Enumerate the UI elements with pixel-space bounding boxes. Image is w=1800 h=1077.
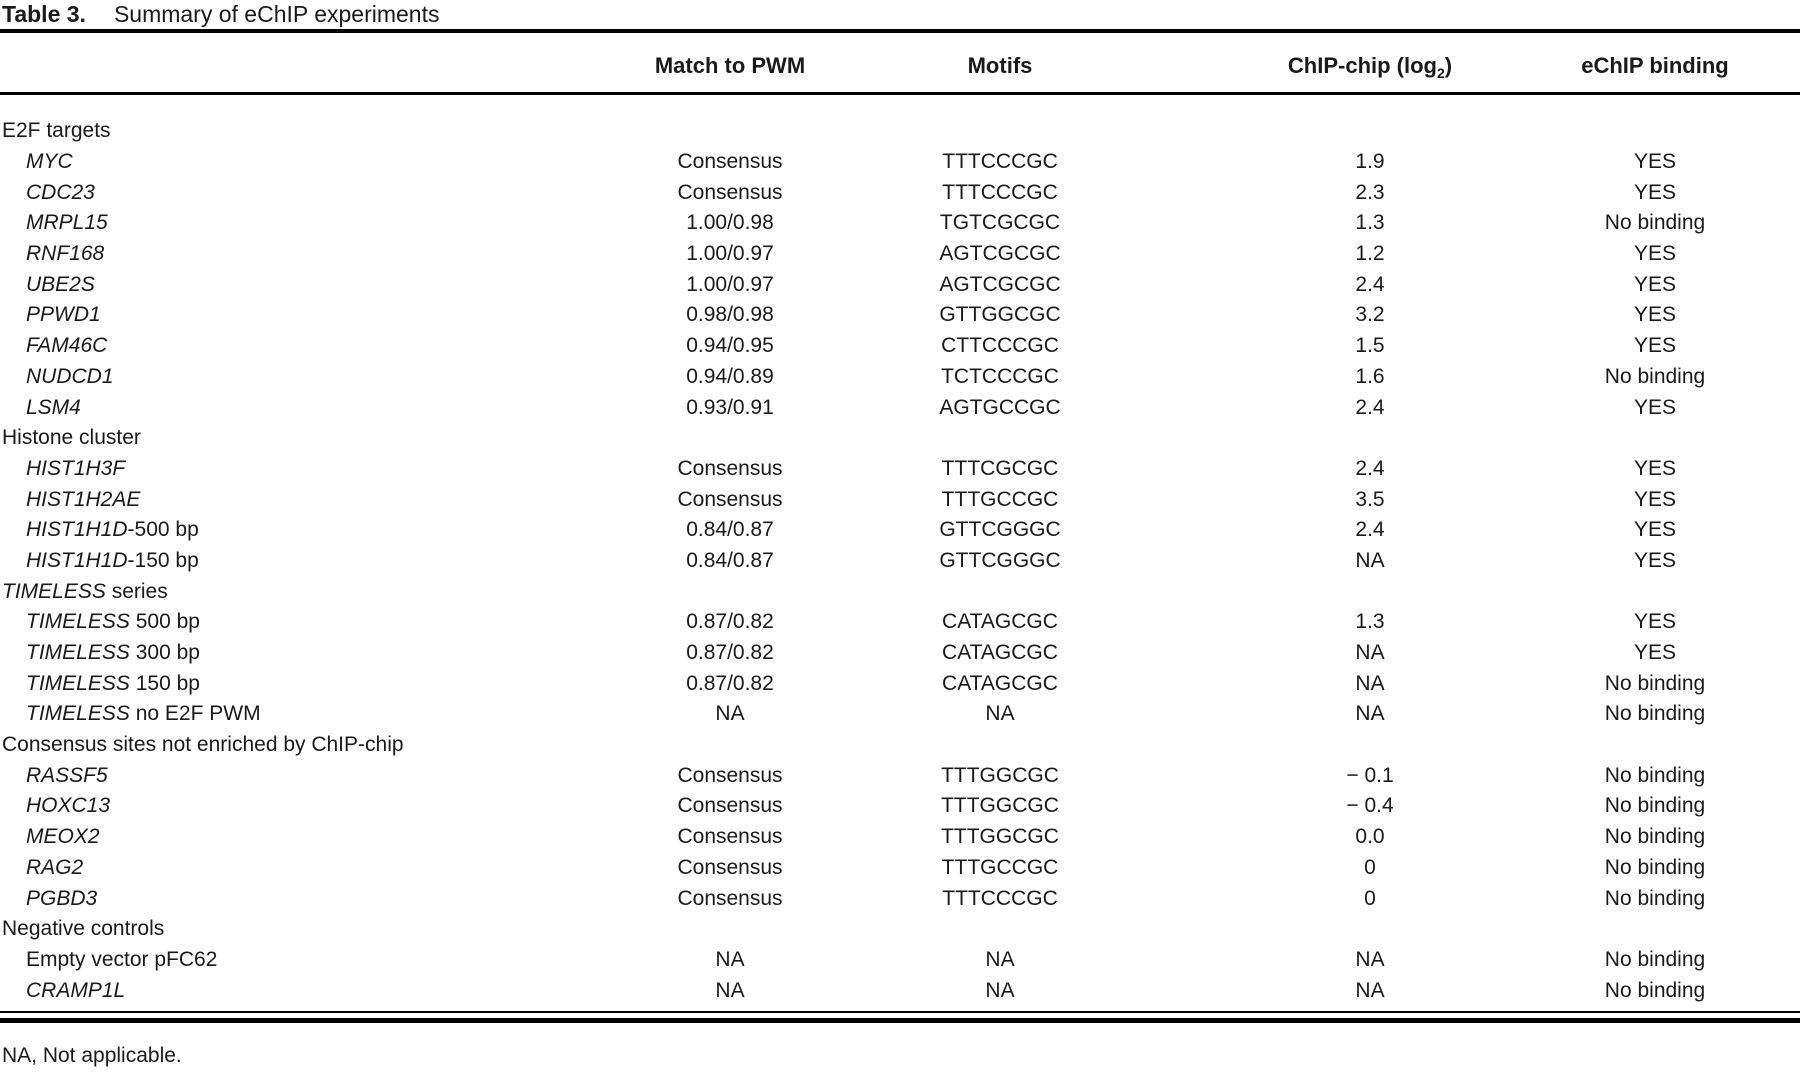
cell-chip-chip-log2: − 0.4 [1346,794,1394,818]
cell-echip-binding: YES [1633,610,1677,634]
cell-match-to-pwm: 0.94/0.89 [686,364,774,388]
table-row [0,515,1800,546]
label-text: Negative controls [2,917,165,941]
cell-motif: TCTCCCGC [941,364,1059,388]
table-row [0,239,1800,270]
table-row [0,331,1800,362]
cell-motif: GTTCGGGC [939,518,1061,542]
label-text: 500 bp [129,610,200,634]
cell-chip-chip-log2: 3.5 [1355,487,1385,511]
cell-echip-binding: No binding [1604,763,1706,787]
cell-chip-chip-log2: NA [1355,671,1385,695]
cell-chip-chip-log2: 3.2 [1355,303,1385,327]
cell-motif: TTTCCCGC [942,180,1058,204]
cell-chip-chip-log2: 1.9 [1355,150,1385,174]
gene-name: HIST1H1D [26,548,128,572]
section-row [0,914,1800,945]
header-chip-chip: ChIP-chip $(\log_2)$ [1287,53,1453,81]
cell-echip-binding: YES [1633,395,1677,419]
row-label [0,488,560,512]
gene-name: FAM46C [26,334,108,358]
cell-match-to-pwm: Consensus [677,180,783,204]
cell-motif: NA [985,702,1015,726]
row-label [0,426,560,450]
table-number: Table 3. [2,0,86,27]
table-row [0,853,1800,884]
cell-chip-chip-log2: 0 [1364,886,1376,910]
cell-echip-binding: No binding [1604,671,1706,695]
table-title [2,0,439,28]
cell-motif: CATAGCGC [942,641,1058,665]
cell-motif: AGTGCCGC [939,395,1061,419]
row-label [0,181,560,205]
section-row [0,116,1800,147]
cell-match-to-pwm: 0.87/0.82 [686,610,774,634]
section-row [0,576,1800,607]
cell-match-to-pwm: NA [715,702,745,726]
table-header-row [0,46,1800,86]
cell-motif: TTTCCCGC [942,886,1058,910]
cell-match-to-pwm: 1.00/0.97 [686,242,774,266]
row-label [0,856,560,880]
cell-chip-chip-log2: 1.6 [1355,364,1385,388]
label-text: Empty vector pFC62 [26,947,218,971]
cell-echip-binding: YES [1633,242,1677,266]
header-rule [0,92,1800,95]
cell-match-to-pwm: Consensus [677,150,783,174]
cell-chip-chip-log2: 2.4 [1355,518,1385,542]
row-label [0,948,560,972]
table-row [0,484,1800,515]
cell-echip-binding: YES [1633,272,1677,296]
cell-match-to-pwm: 0.93/0.91 [686,395,774,419]
cell-match-to-pwm: 1.00/0.98 [686,211,774,235]
row-label [0,702,560,726]
row-label [0,150,560,174]
cell-match-to-pwm: 0.84/0.87 [686,518,774,542]
row-label [0,641,560,665]
label-text: E2F targets [2,119,111,143]
cell-motif: CTTCCCGC [941,334,1059,358]
gene-name: RNF168 [26,242,105,266]
cell-chip-chip-log2: − 0.1 [1346,763,1394,787]
cell-echip-binding: No binding [1604,855,1706,879]
cell-chip-chip-log2: 2.4 [1355,456,1385,480]
label-text: -150 bp [127,548,199,572]
cell-match-to-pwm: Consensus [677,794,783,818]
gene-name: PPWD1 [26,303,101,327]
label-text: series [105,579,168,603]
row-label [0,457,560,481]
cell-match-to-pwm: NA [715,978,745,1002]
cell-motif: NA [985,947,1015,971]
cell-motif: AGTCGCGC [939,272,1061,296]
gene-name: HOXC13 [26,794,111,818]
cell-chip-chip-log2: 2.4 [1355,395,1385,419]
cell-match-to-pwm: Consensus [677,855,783,879]
cell-chip-chip-log2: 1.3 [1355,211,1385,235]
cell-echip-binding: YES [1633,150,1677,174]
gene-name: RAG2 [26,855,84,879]
label-text: -500 bp [127,518,199,542]
cell-echip-binding: No binding [1604,825,1706,849]
cell-motif: CATAGCGC [942,671,1058,695]
cell-chip-chip-log2: 1.2 [1355,242,1385,266]
table-row [0,760,1800,791]
gene-name: TIMELESS [26,671,130,695]
row-label [0,211,560,235]
table-row [0,668,1800,699]
gene-name: MRPL15 [26,211,108,235]
cell-match-to-pwm: Consensus [677,886,783,910]
cell-match-to-pwm: 0.98/0.98 [686,303,774,327]
cell-motif: CATAGCGC [942,610,1058,634]
cell-chip-chip-log2: 1.5 [1355,334,1385,358]
gene-name: HIST1H1D [26,518,128,542]
cell-match-to-pwm: Consensus [677,456,783,480]
cell-echip-binding: No binding [1604,886,1706,910]
bottom-rule-thick [0,1018,1800,1023]
row-label [0,273,560,297]
row-label [0,672,560,696]
cell-chip-chip-log2: NA [1355,702,1385,726]
table-row [0,883,1800,914]
table-row [0,638,1800,669]
gene-name: UBE2S [26,272,95,296]
cell-match-to-pwm: Consensus [677,763,783,787]
gene-name: HIST1H2AE [26,487,141,511]
gene-name: TIMELESS [26,702,130,726]
table-row [0,546,1800,577]
log2-subscript: 2 [1436,65,1445,81]
cell-echip-binding: No binding [1604,978,1706,1002]
top-rule [0,29,1800,33]
label-text: 300 bp [129,641,200,665]
gene-name: TIMELESS [26,610,130,634]
cell-echip-binding: YES [1633,180,1677,204]
gene-name: NUDCD1 [26,364,114,388]
table-row [0,177,1800,208]
cell-motif: TTTCCCGC [942,150,1058,174]
cell-match-to-pwm: Consensus [677,487,783,511]
cell-motif: TTTGGCGC [941,794,1059,818]
cell-motif: GTTGGCGC [939,303,1061,327]
cell-match-to-pwm: 0.94/0.95 [686,334,774,358]
cell-echip-binding: YES [1633,487,1677,511]
gene-name: LSM4 [26,395,81,419]
section-row [0,730,1800,761]
row-label [0,733,560,757]
table-row [0,300,1800,331]
table-row [0,699,1800,730]
gene-name: TIMELESS [26,641,130,665]
cell-chip-chip-log2: NA [1355,947,1385,971]
cell-motif: TTTGCCGC [941,855,1059,879]
header-match-to-pwm: Match to PWM [654,53,806,78]
cell-echip-binding: YES [1633,456,1677,480]
gene-name: TIMELESS [2,579,106,603]
footnote: NA, Not applicable. [2,1044,182,1067]
cell-echip-binding: YES [1633,334,1677,358]
cell-motif: TGTCGCGC [939,211,1061,235]
table-row [0,454,1800,485]
cell-motif: AGTCGCGC [939,242,1061,266]
row-label [0,764,560,788]
row-label [0,917,560,941]
row-label [0,794,560,818]
row-label [0,887,560,911]
cell-motif: TTTCGCGC [941,456,1059,480]
row-label [0,334,560,358]
table-row [0,392,1800,423]
gene-name: PGBD3 [26,886,98,910]
row-label [0,119,560,143]
table-caption: Summary of eChIP experiments [113,0,440,27]
table-body [0,116,1800,1006]
row-label [0,825,560,849]
cell-echip-binding: YES [1633,518,1677,542]
cell-match-to-pwm: NA [715,947,745,971]
label-text: 150 bp [129,671,200,695]
cell-match-to-pwm: Consensus [677,825,783,849]
cell-match-to-pwm: 0.87/0.82 [686,641,774,665]
cell-echip-binding: No binding [1604,211,1706,235]
cell-motif: NA [985,978,1015,1002]
table-row [0,975,1800,1006]
row-label [0,610,560,634]
gene-name: CDC23 [26,180,95,204]
cell-echip-binding: YES [1633,548,1677,572]
table-row [0,208,1800,239]
label-text: Consensus sites not enriched by ChIP-chip [2,733,404,757]
table-row [0,791,1800,822]
gene-name: MEOX2 [26,825,100,849]
row-label [0,303,560,327]
cell-match-to-pwm: 0.84/0.87 [686,548,774,572]
section-row [0,423,1800,454]
cell-chip-chip-log2: 2.4 [1355,272,1385,296]
cell-match-to-pwm: 1.00/0.97 [686,272,774,296]
cell-chip-chip-log2: 1.3 [1355,610,1385,634]
cell-echip-binding: YES [1633,641,1677,665]
cell-motif: GTTCGGGC [939,548,1061,572]
cell-echip-binding: YES [1633,303,1677,327]
cell-match-to-pwm: 0.87/0.82 [686,671,774,695]
row-label [0,580,560,604]
row-label [0,549,560,573]
cell-chip-chip-log2: 0 [1364,855,1376,879]
gene-name: CRAMP1L [26,978,126,1002]
header-motifs: Motifs [967,53,1033,78]
label-text: Histone cluster [2,426,141,450]
cell-motif: TTTGCCGC [941,487,1059,511]
cell-echip-binding: No binding [1604,794,1706,818]
cell-echip-binding: No binding [1604,947,1706,971]
row-label [0,979,560,1003]
table-row [0,269,1800,300]
table-row [0,362,1800,393]
cell-chip-chip-log2: NA [1355,548,1385,572]
cell-chip-chip-log2: NA [1355,978,1385,1002]
row-label [0,242,560,266]
table-row [0,822,1800,853]
gene-name: MYC [26,150,73,174]
row-label [0,518,560,542]
cell-motif: TTTGGCGC [941,825,1059,849]
row-label [0,396,560,420]
cell-motif: TTTGGCGC [941,763,1059,787]
gene-name: RASSF5 [26,763,108,787]
cell-echip-binding: No binding [1604,702,1706,726]
table-row [0,607,1800,638]
header-echip-binding: eChIP binding [1581,53,1729,78]
table-row [0,945,1800,976]
cell-chip-chip-log2: 0.0 [1355,825,1385,849]
cell-chip-chip-log2: NA [1355,641,1385,665]
label-text: no E2F PWM [129,702,261,726]
table-row [0,147,1800,178]
cell-chip-chip-log2: 2.3 [1355,180,1385,204]
cell-echip-binding: No binding [1604,364,1706,388]
bottom-rule-thin [0,1011,1800,1013]
row-label [0,365,560,389]
gene-name: HIST1H3F [26,456,126,480]
